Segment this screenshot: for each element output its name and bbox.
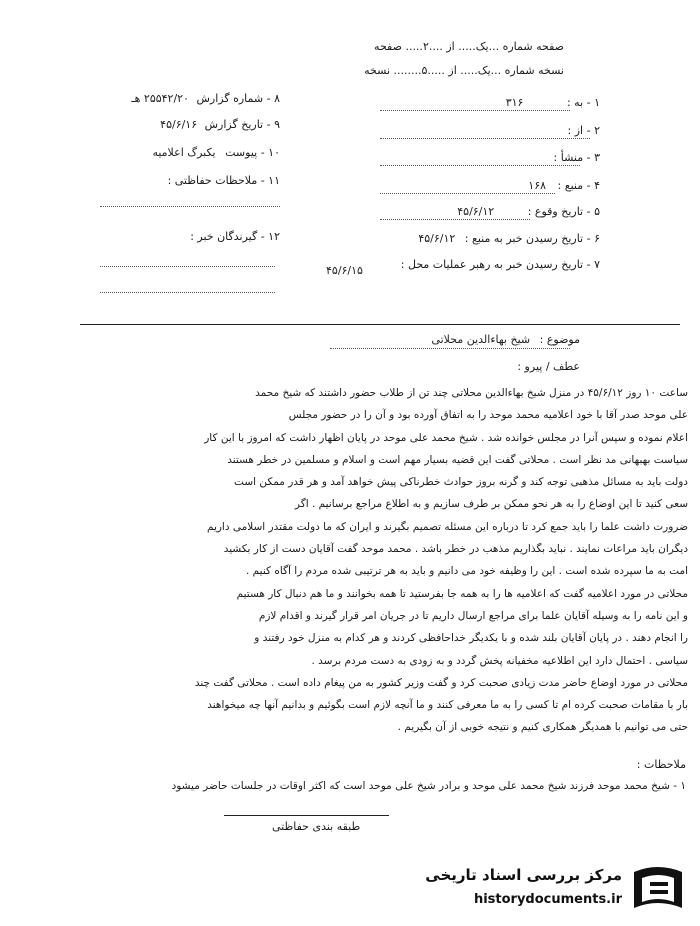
- field-report-date-value: ۴۵/۶/۱۶: [160, 118, 198, 131]
- notes-label: ملاحظات :: [636, 758, 686, 771]
- field-from: ۲ - از :: [567, 124, 600, 137]
- field-report-number-value: ۲۵۵۴۲/۲۰ هـ: [131, 92, 189, 105]
- body-line: بار با مقامات صحبت کرده ام تا کسی را به ما معرفی کنند و ما آنچه لازم است بگوئیم و بدانیم آنها چه میخواهند: [207, 699, 688, 712]
- field-to-dots: [380, 110, 570, 111]
- body-line: ساعت ۱۰ روز ۴۵/۶/۱۲ در منزل شیخ بهاءالدین محلاتی چند تن از طلاب حضور داشتند که شیخ محمد: [255, 387, 688, 399]
- field-event-date-dots: [380, 219, 530, 220]
- book-emblem-icon: [628, 864, 688, 916]
- field-attachment-label: ۱۰ - پیوست: [225, 146, 280, 159]
- security-classification: طبقه بندی حفاظتی: [272, 820, 361, 833]
- field-security-notes: ۱۱ - ملاحظات حفاظتی :: [167, 174, 280, 187]
- field-event-date: [457, 205, 600, 219]
- report-body: [70, 382, 688, 739]
- body-line: علی موحد صدر آقا با خود اعلامیه محمد موحد را به اتفاق آورده بود و آن را در حضور مجلس: [288, 409, 688, 422]
- body-line: محلاتی در مورد اعلامیه گفت که اعلامیه ها را به همه جا بفرستید تا همه بخوانند و ما هم دنبال کار هستیم: [236, 587, 688, 600]
- note-1: ۱ - شیخ محمد موحد فرزند شیخ محمد علی موحد و برادر شیخ علی موحد است که اکثر اوقات در جلسات حاضر میشود: [171, 780, 686, 792]
- copy-number-line: نسخه شماره ...یک..... از .....۵........ نسخه: [364, 64, 564, 77]
- archive-title: مرکز بررسی اسناد تاریخی: [425, 866, 622, 884]
- field-report-date-label: ۹ - تاریخ گزارش: [204, 118, 280, 131]
- archive-logo: [412, 862, 692, 920]
- field-report-number: [131, 92, 280, 106]
- field-origin-dots: [380, 165, 580, 166]
- field-recipients-dots-2: [100, 292, 275, 293]
- field-source-value: ۱۶۸: [528, 179, 547, 192]
- body-line: اعلام نموده و سپس آنرا در مجلس خوانده شد . شیخ محمد علی موحد در پایان اظهار داشت که امروز با این کار: [204, 431, 688, 444]
- field-attachment: [152, 146, 280, 160]
- body-line: را انجام دهند . در پایان آقایان بلند شده و با یکدیگر خداحافظی کردند و هر کدام به منزل خود رفتند و: [254, 632, 688, 645]
- body-line: حتی می توانیم با همدیگر همکاری کنیم و نتیجه خوبی از آن بگیریم .: [397, 721, 688, 734]
- field-attachment-value: یکبرگ اعلامیه: [152, 146, 216, 159]
- body-line: ضرورت داشت علما را باید جمع کرد تا درباره این مسئله تصمیم بگیرند و ایران که ما دولت مقتدر اسلامی داریم: [206, 520, 688, 533]
- field-source-receive-date-label: ۶ - تاریخ رسیدن خبر به منبع :: [464, 232, 600, 245]
- field-leader-receive-date-value: ۴۵/۶/۱۵: [326, 264, 363, 277]
- body-line: سیاست بهبهانی مد نظر است . محلاتی گفت این قضیه بسیار مهم است و اسلام و مسلمین در خطر هستند: [227, 453, 688, 466]
- field-source-label: ۴ - منبع :: [557, 179, 600, 192]
- field-to-label: ۱ - به :: [566, 96, 600, 109]
- field-event-date-value: ۴۵/۶/۱۲: [457, 205, 495, 218]
- field-security-notes-dots: [100, 206, 280, 207]
- field-recipients: ۱۲ - گیرندگان خبر :: [190, 230, 280, 243]
- page-number-line: صفحه شماره ...یک..... از ....۲..... صفحه: [374, 40, 564, 53]
- body-line: امت به ما سپرده شده است . این را وظیفه خود می دانیم و باید به هر ترتیبی شده مردم را آگاه کنیم .: [245, 565, 688, 578]
- header-divider: [80, 324, 680, 325]
- field-report-date: [160, 118, 280, 132]
- archive-url: historydocuments.ir: [473, 892, 622, 907]
- body-line: سیاسی . احتمال دارد این اطلاعیه مخفیانه پخش گردد و به زودی به دست مردم برسد .: [311, 654, 688, 667]
- field-source-receive-date-value: ۴۵/۶/۱۲: [418, 232, 456, 245]
- field-to: [506, 96, 600, 110]
- field-to-value: ۳۱۶: [505, 96, 524, 109]
- subject-line: [431, 333, 580, 347]
- field-source-receive-date: [418, 232, 600, 246]
- field-origin: ۳ - منشأ :: [553, 151, 600, 164]
- body-line: سعی کنید تا این اوضاع را به هر نحو ممکن بر طرف سازیم و به اطلاع مراجع برسانیم . اگر: [294, 498, 688, 511]
- body-line: دیگران باید مراعات نمایند . نباید بگذاریم مذهب در خطر باشد . محمد موحد گفت آقایان دست از کار بکشید: [223, 543, 688, 556]
- body-line: دولت باید به مسائل مذهبی توجه کند و گرنه بروز حوادث خطرناکی پیش خواهد آمد و هر قدر ممکن است: [234, 476, 688, 489]
- subject-value: شیخ بهاءالدین محلاتی: [431, 333, 531, 346]
- subject-label: موضوع :: [539, 333, 580, 346]
- field-report-number-label: ۸ - شماره گزارش: [196, 92, 280, 105]
- body-line: محلاتی در مورد اوضاع حاضر مدت زیادی صحبت کرد و گفت وزیر کشور به من پیغام داده است . محلاتی گفت چند: [194, 676, 688, 689]
- footer-rule: [224, 815, 389, 816]
- field-source-dots: [380, 193, 555, 194]
- field-from-dots: [380, 138, 590, 139]
- subject-dots: [330, 348, 570, 349]
- body-line: و این نامه را به وسیله آقایان علما برای مراجع ارسال داریم تا در جریان امر قرار گیرند و اقدام لازم: [258, 609, 688, 622]
- atf-label: عطف / پیرو :: [517, 360, 580, 373]
- field-event-date-label: ۵ - تاریخ وقوع :: [527, 205, 600, 218]
- field-source: [528, 179, 600, 193]
- field-leader-receive-date: ۷ - تاریخ رسیدن خبر به رهبر عملیات محل :: [400, 258, 600, 271]
- field-recipients-dots: [100, 266, 275, 267]
